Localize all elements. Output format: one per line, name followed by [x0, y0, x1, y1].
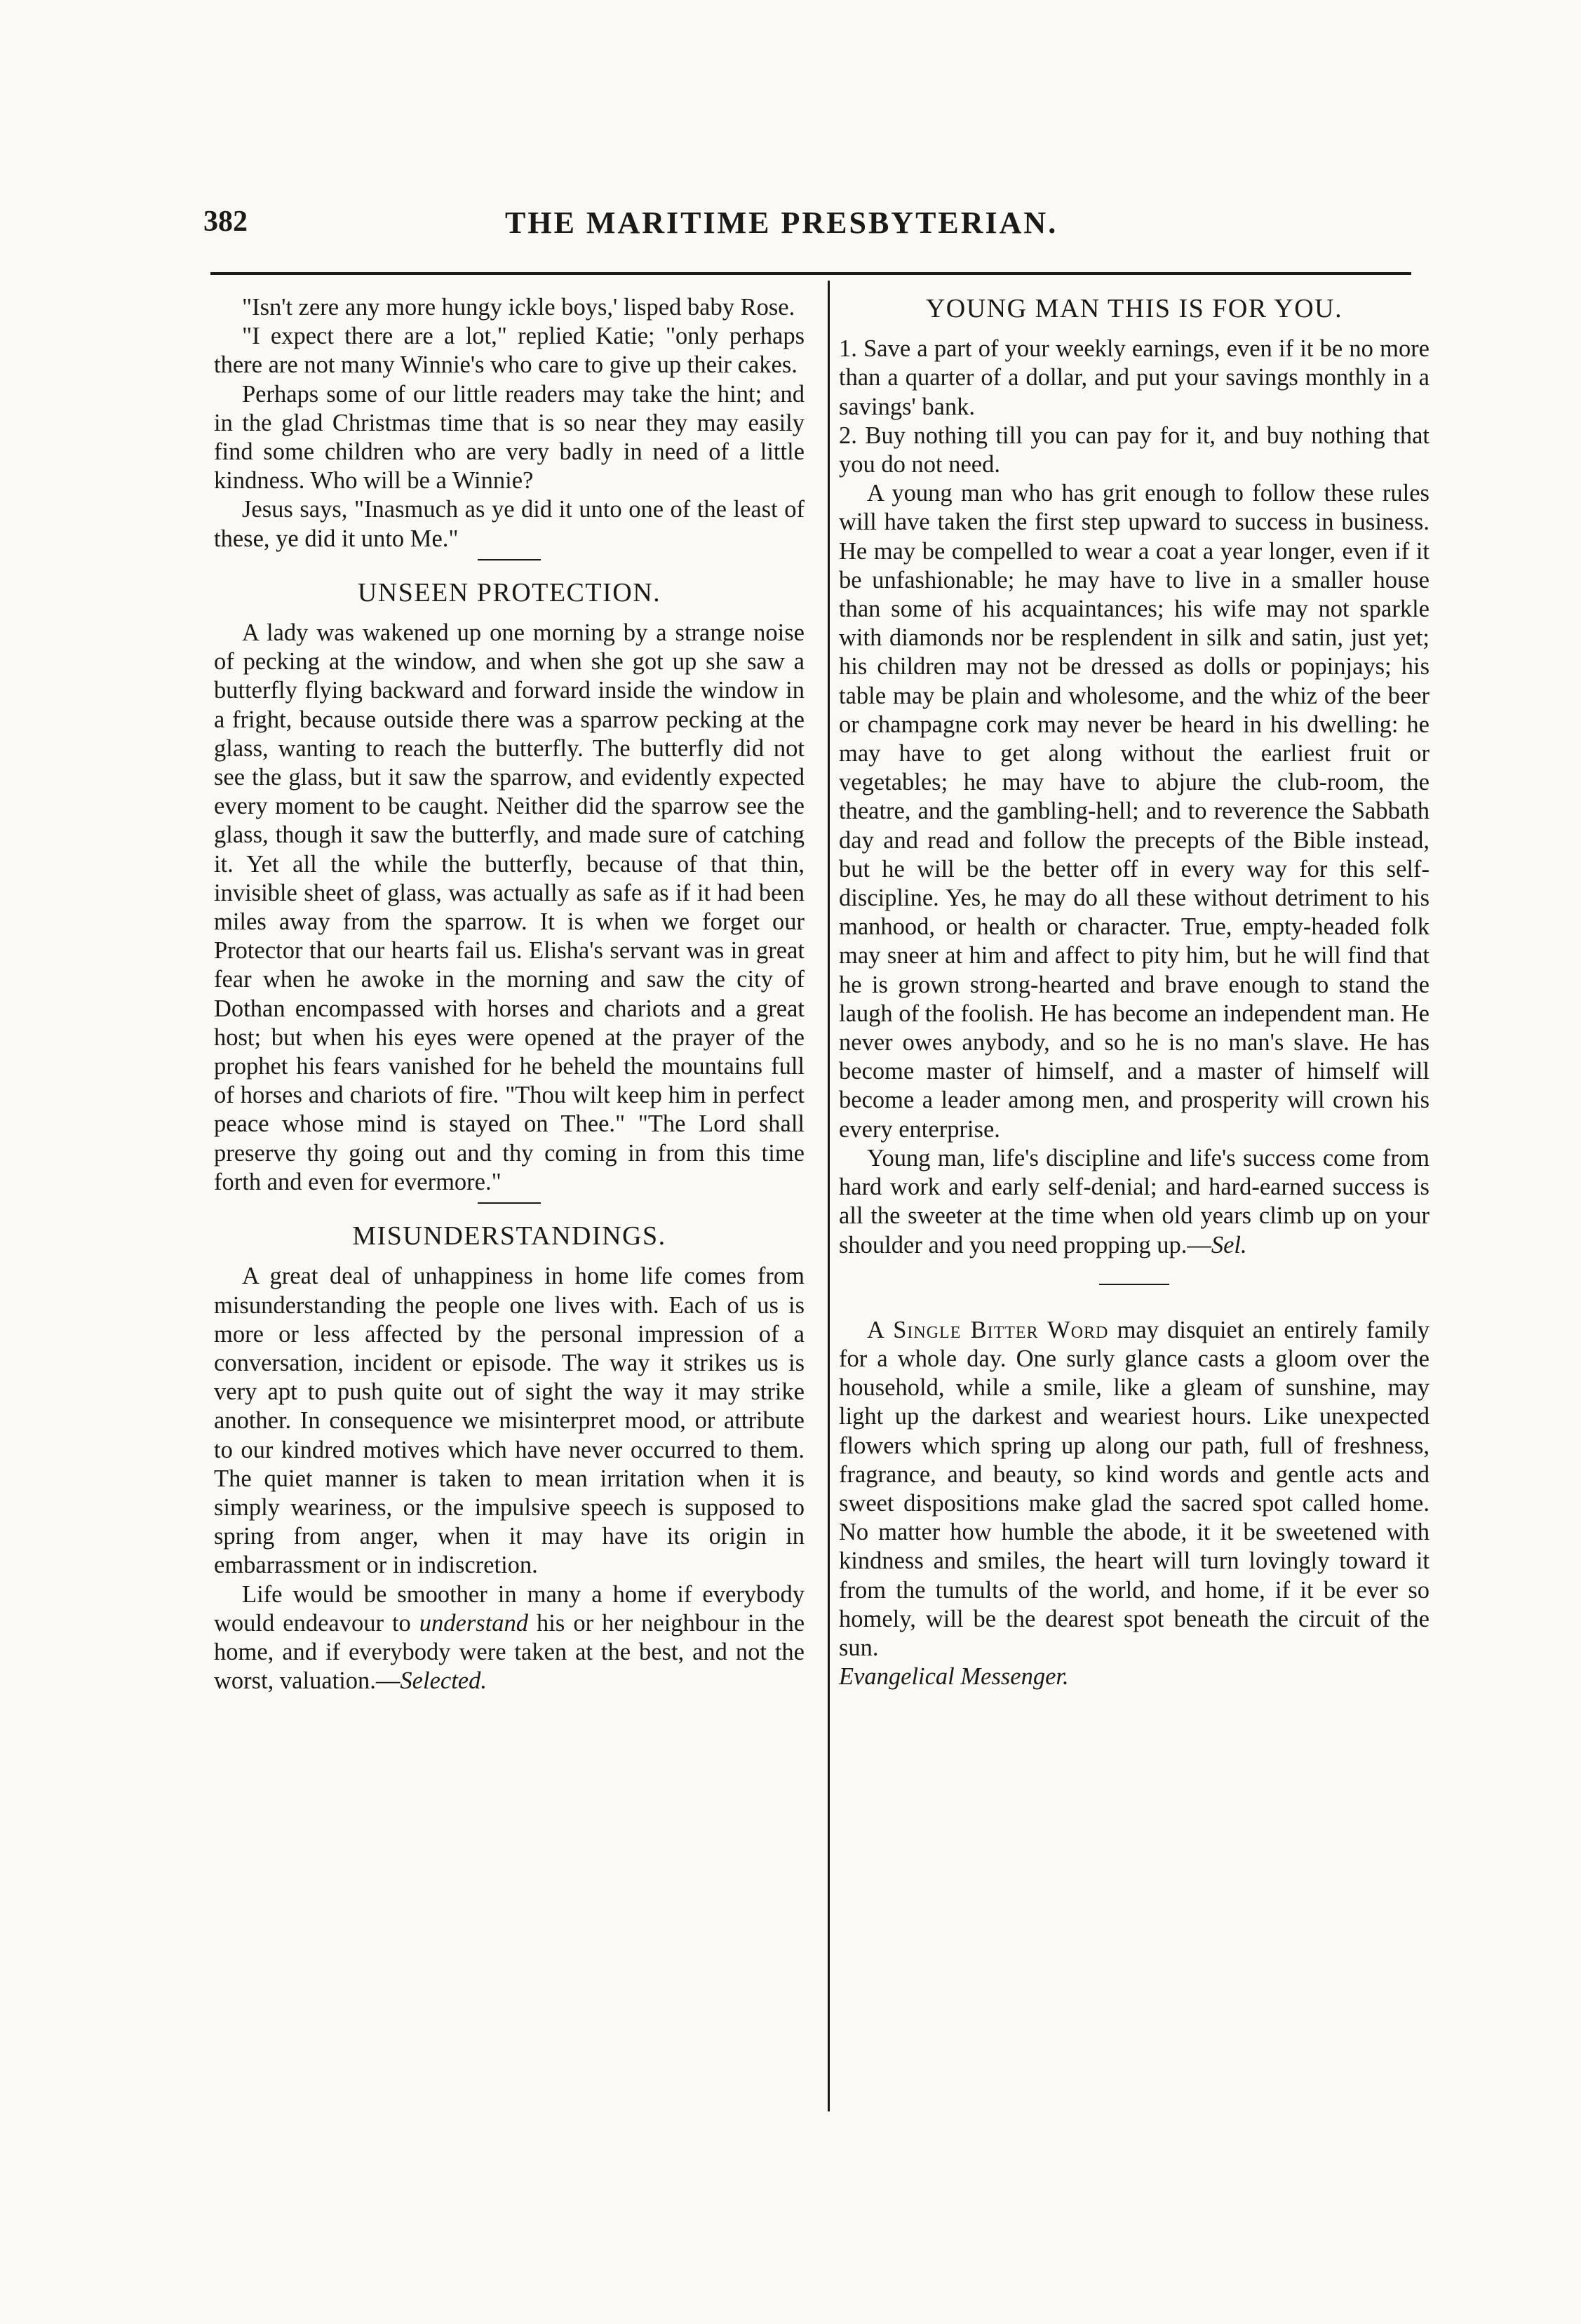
story-paragraph: "Isn't zere any more hungy ickle boys,' lisped baby Rose.: [242, 294, 795, 321]
numbered-rule: 2. Buy nothing till you can pay for it, and buy nothing that you do not need.: [839, 422, 1429, 478]
article-paragraph: [214, 1580, 805, 1696]
column-divider: [828, 281, 830, 2111]
story-paragraph: Jesus says, "Inasmuch as ye did it unto one of the least of these, ye did it unto Me.": [214, 496, 805, 552]
paragraph-text: his or her neighbour in the home, and if everybody were taken at the best, and not the worst, valuation.—: [214, 1609, 805, 1695]
story-ending: [214, 293, 805, 553]
page-number: 382: [203, 206, 248, 238]
paragraph-text: may disquiet an entirely family for a whole day. One surly glance casts a gloom over the household, while a smile, like a gleam of sunshine, may light up the darkest and weariest hours. Like unexpected flowers which spring up along our path, full of freshness, fragrance, and beauty, so kind words and gentle acts and sweet dispositions make glad the sacred spot called home. No matter how humble the abode, it it be sweetened with kindness and smiles, the heart will turn lovingly toward it from the tumults of the world, and home, if it be ever so homely, will be the dearest spot beneath the circuit of the sun.: [839, 1316, 1429, 1661]
lead-in-small-caps: A Single Bitter Word: [867, 1316, 1109, 1343]
story-paragraph: "I expect there are a lot," replied Katie; "only perhaps there are not many Winnie's who care to give up their cakes.: [214, 323, 805, 379]
article-paragraph: [839, 1316, 1429, 1663]
section-separator: [478, 1202, 541, 1204]
article-paragraph: A lady was wakened up one morning by a strange noise of pecking at the window, and when she got up she saw a butterfly flying backward and forward inside the window in a fright, because outside there was a sparrow pecking at the glass, wanting to reach the butterfly. The butterfly did not see the glass, but it saw the sparrow, and evidently expected every moment to be caught. Neither did the sparrow see the glass, though it saw the butterfly, and made sure of catching it. Yet all the while the butterfly, because of that thin, invisible sheet of glass, was actually as safe as if it had been miles away from the sparrow. It is when we forget our Protector that our hearts fail us. Elisha's servant was in great fear when he awoke in the morning and saw the city of Dothan encompassed with horses and chariots and a great host; but when his eyes were opened at the prayer of the prophet his fears vanished for he beheld the mountains full of horses and chariots of fire. "Thou wilt keep him in perfect peace whose mind is stayed on Thee." "The Lord shall preserve thy going out and thy coming in from this time forth and even for evermore.": [214, 619, 805, 1195]
article-paragraph: [839, 1144, 1429, 1260]
article-bitter-word: [839, 1316, 1429, 1692]
header-rule: [210, 272, 1411, 275]
section-separator: [478, 559, 541, 560]
article-paragraph: A young man who has grit enough to follow these rules will have taken the first step upward to success in business. He may be compelled to wear a coat a year longer, even if it be unfashionable; he may have to live in a smaller house than some of his acquaintances; his wife may not sparkle with diamonds nor be resplendent in silk and satin, just yet; his children may not be dressed as dolls or popinjays; his table may be plain and wholesome, and the whiz of the beer or champagne cork may never be heard in his dwelling: he may have to get along without the earliest fruit or vegetables; he may have to abjure the club-room, the theatre, and the gambling-hell; and to reverence the Sabbath day and read and follow the precepts of the Bible instead, but he will be the better off in every way for this self-discipline. Yes, he may do all these without detriment to his manhood, or health or character. True, empty-headed folk may sneer at him and affect to pity him, but he will find that he is grown strong-hearted and brave enough to stand the laugh of the foolish. He has become an independent man. He never owes anybody, and so he is no man's slave. He has become master of himself, and a master of himself will become a leader among men, and prosperity will crown his every enterprise.: [839, 480, 1429, 1143]
emphasis: understand: [419, 1609, 529, 1637]
article-heading: UNSEEN PROTECTION.: [357, 577, 661, 607]
section-separator: [1099, 1284, 1169, 1285]
article-heading: YOUNG MAN THIS IS FOR YOU.: [925, 294, 1343, 323]
story-paragraph: Perhaps some of our little readers may take the hint; and in the glad Christmas time that is so near they may easily find some children who are very badly in need of a little kindness. Who will be a Winnie?: [214, 380, 805, 495]
paragraph-text: Young man, life's discipline and life's success come from hard work and early self-denial; and hard-earned success is all the sweeter at the time when old years climb up on your shoulder and you need propping up.—: [839, 1144, 1429, 1258]
paragraph-text: Life would be smoother in many a home if everybody would endeavour to: [214, 1580, 805, 1637]
source-signature: Sel.: [1211, 1231, 1247, 1258]
left-column: [214, 293, 805, 1695]
numbered-rule: 1. Save a part of your weekly earnings, even if it be no more than a quarter of a dollar, and put your savings monthly in a savings' bank.: [839, 335, 1429, 420]
article-paragraph: A great deal of unhappiness in home life comes from misunderstanding the people one lives with. Each of us is more or less affected by the personal impression of a conversation, incident or episode. The way it strikes us is very apt to push quite out of sight the way it may strike another. In consequence we misinterpret mood, or attribute to our kindred motives which have never occurred to them. The quiet manner is taken to mean irritation when it is simply weariness, or the impulsive speech is supposed to spring from anger, when it may have its origin in embarrassment or in indiscretion.: [214, 1263, 805, 1579]
running-title: THE MARITIME PRESBYTERIAN.: [505, 206, 1058, 240]
right-column: [839, 293, 1429, 1691]
article-misunderstandings: [214, 1222, 805, 1695]
article-young-man: [839, 295, 1429, 1260]
article-unseen-protection: [214, 579, 805, 1197]
page-header: [203, 205, 1410, 247]
source-signature: Selected.: [400, 1667, 487, 1695]
article-heading: MISUNDERSTANDINGS.: [352, 1221, 666, 1251]
source-signature: Evangelical Messenger.: [839, 1663, 1069, 1691]
